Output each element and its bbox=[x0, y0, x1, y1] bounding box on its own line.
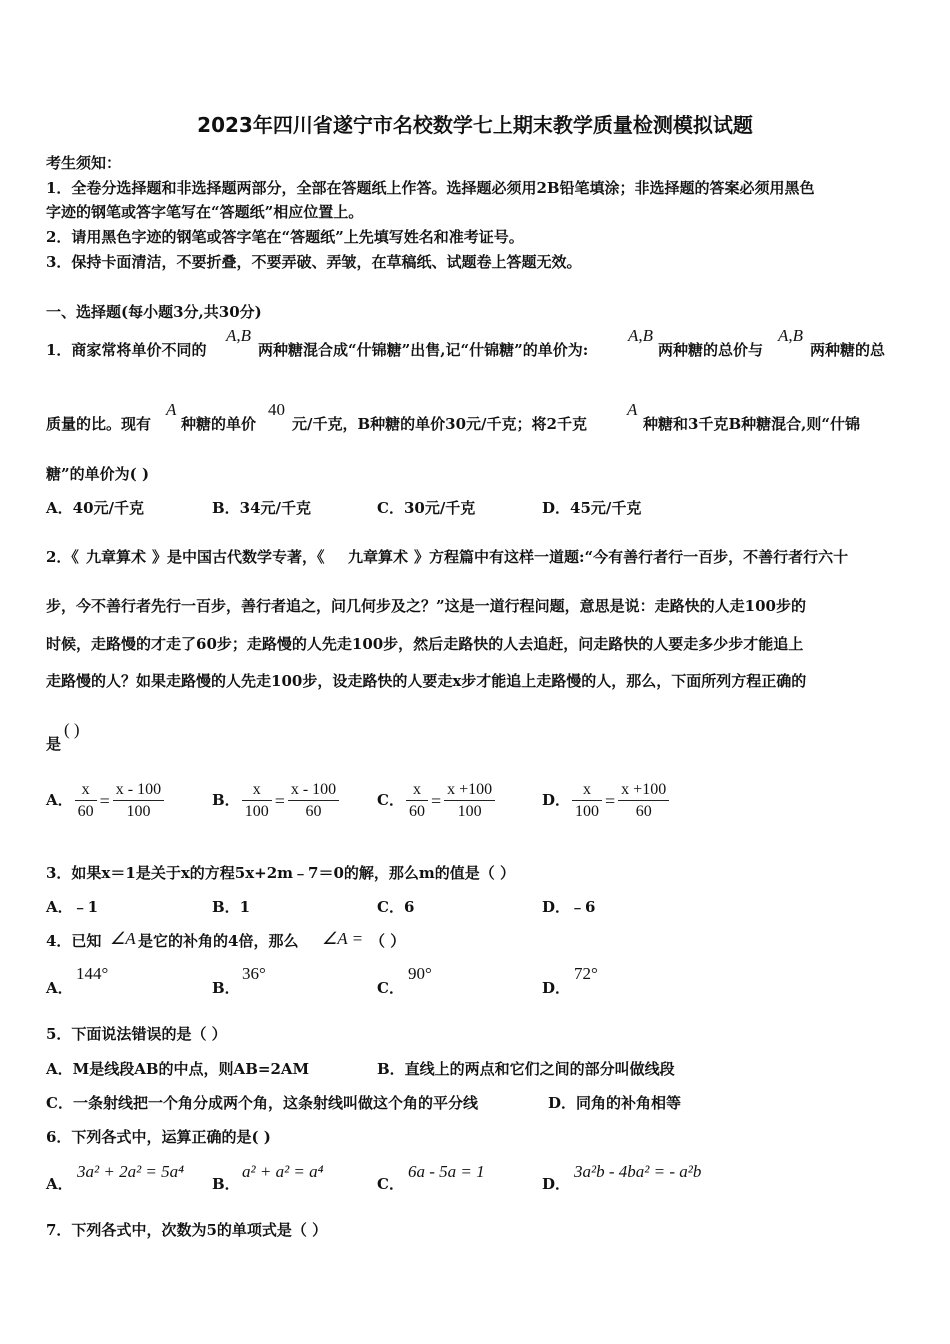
q2-option-d-frac1: $\frac{x}{100}$ bbox=[572, 780, 602, 823]
q2-line2: 步，今不善行者先行一百步，善行者追之，问几何步及之？”这是一道行程问题，意思是说：走路快的人走100步的 bbox=[46, 597, 806, 615]
q1-line1-a: 1．商家常将单价不同的 bbox=[46, 341, 207, 359]
q1-line2-c: 元/千克，B种糖的单价30元/千克；将2千克 bbox=[292, 415, 587, 433]
q1-line2-b: 种糖的单价 bbox=[181, 415, 257, 433]
q2-line1-a: 2．《 bbox=[46, 548, 79, 566]
q3-option-a: A．﹣1 bbox=[46, 898, 99, 916]
notice-item-1-cont: 字迹的钢笔或答字笔写在“答题纸”相应位置上。 bbox=[46, 203, 364, 221]
q4-text-c: （ ） bbox=[370, 932, 406, 950]
q2-line1-c: 》方程篇中有这样一道题:“今有善行者行一百步，不善行者行六十 bbox=[414, 548, 849, 566]
q2-option-c-label: C． bbox=[377, 791, 404, 809]
q5-text: 5．下面说法错误的是（ ） bbox=[46, 1025, 227, 1043]
notice-item-3: 3．保持卡面清洁，不要折叠，不要弄破、弄皱，在草稿纸、试题卷上答题无效。 bbox=[46, 253, 582, 271]
q1-ab-2: A,B bbox=[628, 326, 654, 345]
q1-line3: 糖”的单价为( ) bbox=[46, 465, 150, 483]
q3-option-b: B．1 bbox=[212, 898, 251, 916]
q2-book-2: 九章算术 bbox=[348, 548, 409, 566]
q5-option-a: A．M是线段AB的中点，则AB=2AM bbox=[46, 1060, 310, 1078]
q3-option-c: C．6 bbox=[377, 898, 415, 916]
q2-option-a-frac2: $\frac{x - 100}{100}$ bbox=[113, 780, 164, 823]
q3-option-d: D．﹣6 bbox=[542, 898, 596, 916]
q1-price-40: 40 bbox=[268, 400, 285, 419]
q1-ab-1: A,B bbox=[226, 326, 252, 345]
q1-option-b: B．34元/千克 bbox=[212, 499, 312, 517]
section-heading: 一、选择题(每小题3分,共30分) bbox=[46, 303, 262, 321]
q2-option-c: C． $\frac{x}{60}$ = $\frac{x +100}{100}$ bbox=[377, 776, 497, 825]
q1-a-1: A bbox=[166, 400, 177, 419]
q6-option-b-label: B． bbox=[212, 1175, 240, 1193]
q4-option-d-label: D． bbox=[542, 979, 571, 997]
q2-option-b-frac1: $\frac{x}{100}$ bbox=[242, 780, 272, 823]
q4-option-c-label: C． bbox=[377, 979, 404, 997]
q4-angle-2: ∠A = bbox=[322, 929, 364, 948]
q2-line4: 走路慢的人？如果走路慢的人先走100步，设走路快的人要走x步才能追上走路慢的人，那么，下面所列方程正确的 bbox=[46, 672, 807, 690]
q1-line1-c: 两种糖的总价与 bbox=[658, 341, 764, 359]
q2-option-d-frac2: $\frac{x +100}{60}$ bbox=[618, 780, 669, 823]
q5-option-d: D．同角的补角相等 bbox=[548, 1094, 682, 1112]
q2-line1-b: 》是中国古代数学专著，《 bbox=[152, 548, 325, 566]
q1-option-c: C．30元/千克 bbox=[377, 499, 476, 517]
q5-option-b: B．直线上的两点和它们之间的部分叫做线段 bbox=[377, 1060, 675, 1078]
q7-text: 7．下列各式中，次数为5的单项式是（ ） bbox=[46, 1221, 328, 1239]
q2-line3: 时候，走路慢的才走了60步；走路慢的人先走100步，然后走路快的人去追赶，问走路快的人要走多少步才能追上 bbox=[46, 635, 804, 653]
q4-option-a-label: A． bbox=[46, 979, 73, 997]
q1-option-d: D．45元/千克 bbox=[542, 499, 642, 517]
page-title: 2023年四川省遂宁市名校数学七上期末教学质量检测模拟试题 bbox=[197, 113, 753, 137]
q2-book-1: 九章算术 bbox=[86, 548, 147, 566]
q6-option-d-expr: 3a²b - 4ba² = - a²b bbox=[574, 1162, 702, 1181]
q2-answer-paren: ( ) bbox=[64, 720, 80, 739]
q4-text-a: 4．已知 bbox=[46, 932, 102, 950]
q1-line2-a: 质量的比。现有 bbox=[46, 415, 152, 433]
q2-option-a-frac1: $\frac{x}{60}$ bbox=[75, 780, 97, 823]
q5-option-c: C．一条射线把一个角分成两个角，这条射线叫做这个角的平分线 bbox=[46, 1094, 478, 1112]
q6-text: 6．下列各式中，运算正确的是( ) bbox=[46, 1128, 271, 1146]
q4-angle-1: ∠A bbox=[110, 929, 136, 948]
notice-item-2: 2．请用黑色字迹的钢笔或答字笔在“答题纸”上先填写姓名和准考证号。 bbox=[46, 228, 524, 246]
q2-option-d: D． $\frac{x}{100}$ = $\frac{x +100}{60}$ bbox=[542, 776, 671, 825]
q4-option-b-value: 36° bbox=[242, 964, 266, 983]
q4-option-a-value: 144° bbox=[76, 964, 109, 983]
q6-option-a-label: A． bbox=[46, 1175, 73, 1193]
q6-option-a-expr: 3a² + 2a² = 5a⁴ bbox=[77, 1162, 185, 1181]
q1-line1-d: 两种糖的总 bbox=[810, 341, 886, 359]
q2-option-b-label: B． bbox=[212, 791, 240, 809]
q2-option-b-frac2: $\frac{x - 100}{60}$ bbox=[288, 780, 339, 823]
notice-item-1: 1．全卷分选择题和非选择题两部分，全部在答题纸上作答。选择题必须用2B铅笔填涂；非选择题的答案必须用黑色 bbox=[46, 179, 815, 197]
q2-option-c-frac2: $\frac{x +100}{100}$ bbox=[444, 780, 495, 823]
q4-option-c-value: 90° bbox=[408, 964, 432, 983]
q4-option-b-label: B． bbox=[212, 979, 240, 997]
q4-option-d-value: 72° bbox=[574, 964, 598, 983]
notice-heading: 考生须知： bbox=[46, 154, 122, 172]
q6-option-c-expr: 6a - 5a = 1 bbox=[408, 1162, 485, 1181]
q4-text-b: 是它的补角的4倍，那么 bbox=[138, 932, 299, 950]
q2-option-c-frac1: $\frac{x}{60}$ bbox=[406, 780, 428, 823]
q1-option-a: A．40元/千克 bbox=[46, 499, 144, 517]
q2-line5: 是 bbox=[46, 735, 62, 753]
q2-option-d-label: D． bbox=[542, 791, 571, 809]
q2-option-a-label: A． bbox=[46, 791, 73, 809]
q2-option-b: B． $\frac{x}{100}$ = $\frac{x - 100}{60}$ bbox=[212, 776, 341, 825]
q1-a-2: A bbox=[627, 400, 638, 419]
q6-option-b-expr: a² + a² = a⁴ bbox=[242, 1162, 324, 1181]
q1-line1-b: 两种糖混合成“什锦糖”出售,记“什锦糖”的单价为: bbox=[258, 341, 589, 359]
q1-line2-d: 种糖和3千克B种糖混合,则“什锦 bbox=[643, 415, 860, 433]
q6-option-d-label: D． bbox=[542, 1175, 571, 1193]
q3-text: 3．如果x＝1是关于x的方程5x+2m﹣7＝0的解，那么m的值是（ ） bbox=[46, 864, 515, 882]
q6-option-c-label: C． bbox=[377, 1175, 404, 1193]
q2-option-a: A． $\frac{x}{60}$ = $\frac{x - 100}{100}$ bbox=[46, 776, 166, 825]
q1-ab-3: A,B bbox=[778, 326, 804, 345]
